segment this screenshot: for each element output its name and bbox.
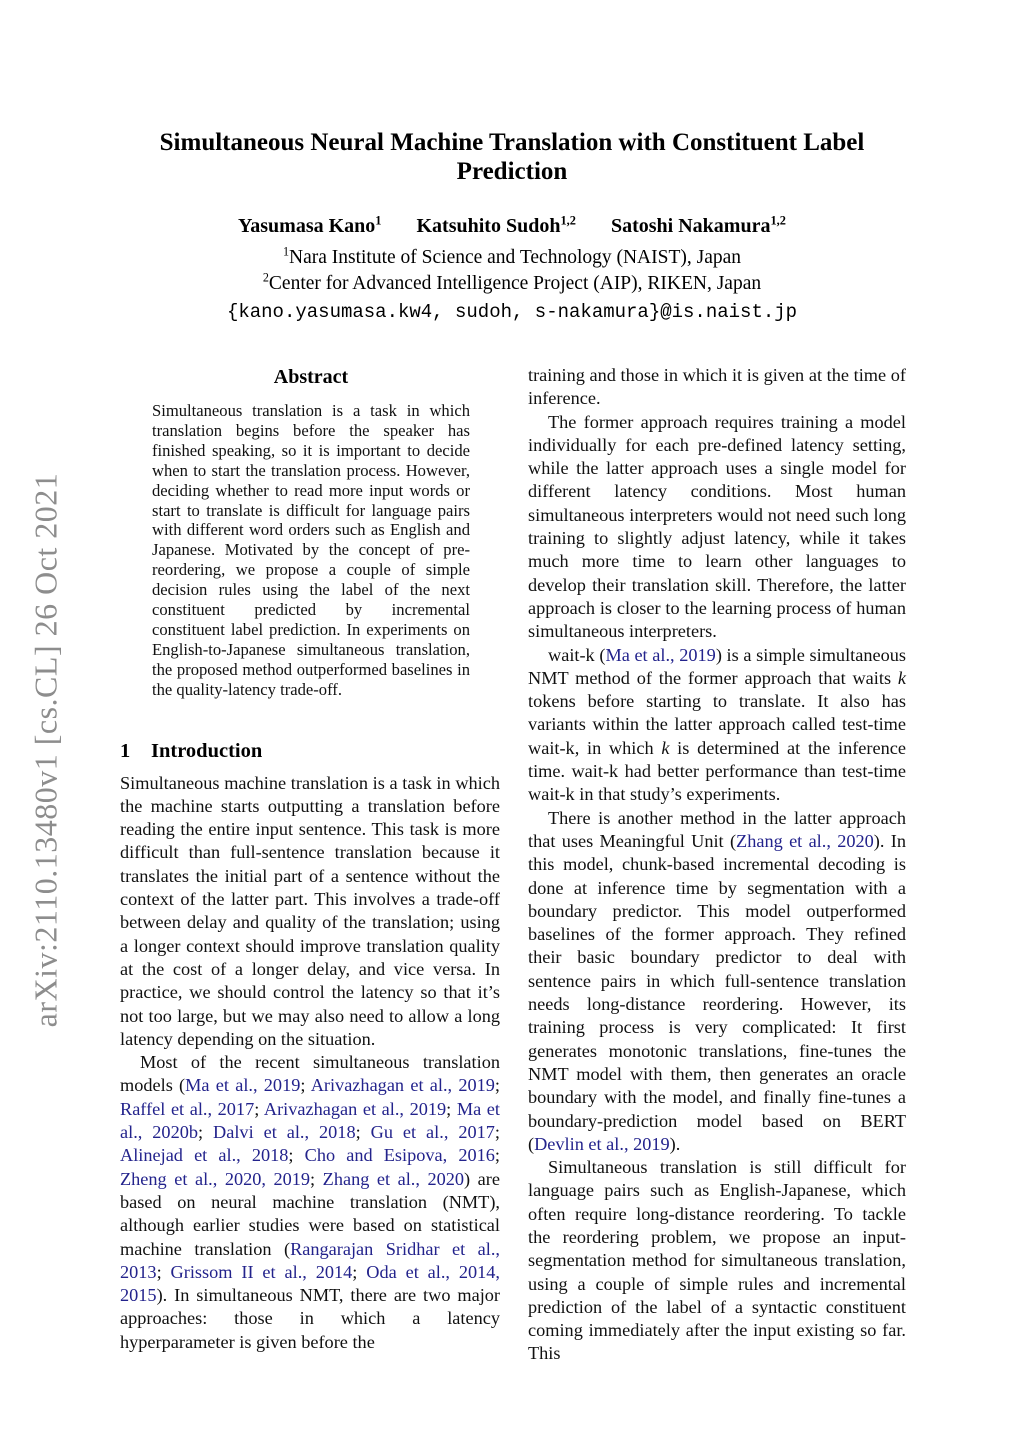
text-run: ). In simultaneous NMT, there are two major approaches: those in which a latency hyperparameter is given before the bbox=[120, 1285, 500, 1352]
arxiv-watermark: arXiv:2110.13480v1 [cs.CL] 26 Oct 2021 bbox=[27, 472, 64, 1028]
citation-link[interactable]: Alinejad et al., 2018 bbox=[120, 1145, 289, 1166]
section-number: 1 bbox=[120, 739, 131, 762]
text-run: ; bbox=[310, 1168, 323, 1189]
text-run: k bbox=[661, 737, 670, 758]
affiliation-2-superscript: 2 bbox=[262, 270, 269, 285]
right-paragraph-5 bbox=[528, 1156, 906, 1366]
author-2-name: Katsuhito Sudoh bbox=[416, 215, 561, 237]
text-run: There is another method in the latter approach that uses Meaningful Unit ( bbox=[528, 807, 906, 851]
section-heading-introduction bbox=[120, 740, 500, 763]
text-run: ; bbox=[494, 1145, 500, 1166]
citation-link[interactable]: Ma et al., 2020b bbox=[120, 1098, 500, 1143]
citation-link[interactable]: Cho and Esipova, 2016 bbox=[304, 1145, 495, 1166]
text-run: ). bbox=[669, 1133, 681, 1154]
author-2 bbox=[417, 215, 576, 237]
text-run: tokens before starting to translate. It also has variants within the latter approach called test-time wait-k, in which bbox=[528, 691, 906, 758]
text-run: ) are based on neural machine translation (NMT), although earlier studies were based on statistical machine translation ( bbox=[120, 1168, 500, 1259]
affiliation-1 bbox=[0, 245, 1024, 271]
text-run: Simultaneous machine translation is a task in which the machine starts outputting a translation before reading the entire input sentence. This task is more difficult than full-sentence translation because it translates the initial part of a sentence without the context of the latter part. This involves a trade-off between delay and quality of the translation; using a longer context should improve translation quality at the cost of a longer delay, and vice versa. In practice, we should control the latency so that it’s not too large, but we may also need to allow a long latency depending on the situation. bbox=[120, 772, 500, 1049]
abstract-text: Simultaneous translation is a task in which translation begins before the speaker has finished speaking, so it is important to decide when to start the translation process. However, deciding whether to read more input words or start to translate is difficult for language pairs with different word orders such as English and Japanese. Motivated by the concept of pre-reordering, we propose a couple of simple decision rules using the label of the next constituent predicted by incremental constituent label prediction. In experiments on English-to-Japanese simultaneous translation, the proposed method outperformed baselines in the quality-latency trade-off. bbox=[152, 401, 470, 699]
citation-link[interactable]: Rangarajan Sridhar et al., 2013 bbox=[120, 1238, 500, 1282]
citation-link[interactable]: Grissom II et al., 2014 bbox=[170, 1261, 353, 1282]
text-run: ; bbox=[198, 1122, 214, 1143]
right-paragraph-4 bbox=[528, 807, 906, 1156]
citation-link[interactable]: Devlin et al., 2019 bbox=[534, 1133, 670, 1154]
citation-link[interactable]: Arivazhagan et al., 2019 bbox=[310, 1075, 495, 1096]
text-run: ; bbox=[355, 1122, 371, 1143]
paper-header bbox=[0, 0, 1024, 323]
author-line bbox=[0, 215, 1024, 238]
citation-link[interactable]: Oda et al., 2014, 2015 bbox=[120, 1261, 501, 1306]
text-run: ; bbox=[494, 1075, 501, 1096]
affiliation-1-text: Nara Institute of Science and Technology (NAIST), Japan bbox=[288, 247, 742, 268]
right-paragraph-2 bbox=[528, 411, 906, 644]
contact-email: {kano.yasumasa.kw4, sudoh, s-nakamura}@is.naist.jp bbox=[226, 301, 798, 323]
text-run: Most of the recent simultaneous translation models ( bbox=[120, 1052, 500, 1096]
right-paragraph-3 bbox=[528, 644, 906, 807]
text-run: ; bbox=[254, 1098, 264, 1119]
text-run: ). In this model, chunk-based incremental decoding is done at inference time by segmentation with a boundary predictor. This model outperformed baselines of the former approach. They refined their basic boundary predictor to deal with sentence pairs in which full-sentence translation needs long-distance reordering. However, its training process is very complicated: It first generates monotonic translations, fine-tunes the NMT model with them, then generates an oracle boundary with the model, and finally fine-tunes a boundary-prediction model based on BERT ( bbox=[528, 830, 906, 1154]
citation-link[interactable]: Gu et al., 2017 bbox=[370, 1122, 495, 1143]
text-run: is determined at the inference time. wait-k had better performance than test-time wait-k in that study’s experiments. bbox=[528, 737, 906, 805]
affiliation-2-text: Center for Advanced Intelligence Project (AIP), RIKEN, Japan bbox=[268, 273, 762, 294]
affiliation-1-superscript: 1 bbox=[282, 244, 289, 259]
author-1-superscript: 1 bbox=[375, 213, 382, 228]
citation-link[interactable]: Zheng et al., 2020, 2019 bbox=[120, 1168, 311, 1189]
citation-link[interactable]: Arivazhagan et al., 2019 bbox=[263, 1098, 447, 1119]
left-column bbox=[120, 362, 500, 1366]
intro-paragraph-1 bbox=[120, 772, 500, 1052]
text-run: ; bbox=[156, 1261, 171, 1282]
citation-link[interactable]: Zhang et al., 2020 bbox=[736, 830, 874, 851]
affiliation-2 bbox=[0, 271, 1024, 297]
paper-title-line2: Prediction bbox=[456, 158, 568, 185]
affiliations bbox=[0, 245, 1024, 297]
text-run: ; bbox=[288, 1145, 305, 1166]
author-2-superscript: 1,2 bbox=[560, 213, 576, 228]
text-run: ; bbox=[494, 1122, 500, 1143]
citation-link[interactable]: Raffel et al., 2017 bbox=[120, 1098, 255, 1119]
text-run: ) is a simple simultaneous NMT method of the former approach that waits bbox=[528, 644, 906, 688]
citation-link[interactable]: Ma et al., 2019 bbox=[605, 644, 716, 665]
text-run: ; bbox=[300, 1075, 311, 1096]
text-run: k bbox=[897, 667, 906, 688]
text-run: training and those in which it is given at the time of inference. bbox=[528, 365, 906, 409]
citation-link[interactable]: Zhang et al., 2020 bbox=[322, 1168, 465, 1189]
author-1 bbox=[238, 215, 381, 237]
two-column-body bbox=[120, 362, 906, 1366]
paper-title-line1: Simultaneous Neural Machine Translation with Constituent Label bbox=[159, 129, 865, 156]
text-run: The former approach requires training a model individually for each pre-defined latency setting, while the latter approach uses a single model for different latency conditions. Most human simultaneous interpreters would not need such long training to slightly adjust latency, while it takes much more time to learn other languages to develop their translation skill. Therefore, the latter approach is closer to the learning process of human simultaneous interpreters. bbox=[528, 411, 906, 642]
right-column bbox=[528, 362, 906, 1366]
author-3-name: Satoshi Nakamura bbox=[610, 215, 771, 237]
right-paragraph-1 bbox=[528, 364, 906, 411]
author-3 bbox=[611, 215, 786, 237]
abstract-heading: Abstract bbox=[273, 366, 349, 388]
intro-paragraph-2 bbox=[120, 1051, 500, 1354]
text-run: ; bbox=[352, 1261, 367, 1282]
text-run: Simultaneous translation is still difficult for language pairs such as English-Japanese, which often require long-distance reordering. To tackle the reordering problem, we propose an input-segmentation method for simultaneous translation, using a couple of simple rules and incremental prediction of the label of a syntactic constituent coming immediately after the input existing so far. This bbox=[528, 1157, 906, 1364]
author-1-name: Yasumasa Kano bbox=[238, 215, 376, 237]
author-3-superscript: 1,2 bbox=[770, 213, 786, 228]
paper-title bbox=[110, 128, 914, 186]
text-run: ; bbox=[446, 1098, 457, 1119]
citation-link[interactable]: Dalvi et al., 2018 bbox=[213, 1122, 356, 1143]
citation-link[interactable]: Ma et al., 2019 bbox=[185, 1075, 301, 1096]
section-title: Introduction bbox=[151, 739, 263, 762]
text-run: wait-k ( bbox=[548, 644, 606, 665]
